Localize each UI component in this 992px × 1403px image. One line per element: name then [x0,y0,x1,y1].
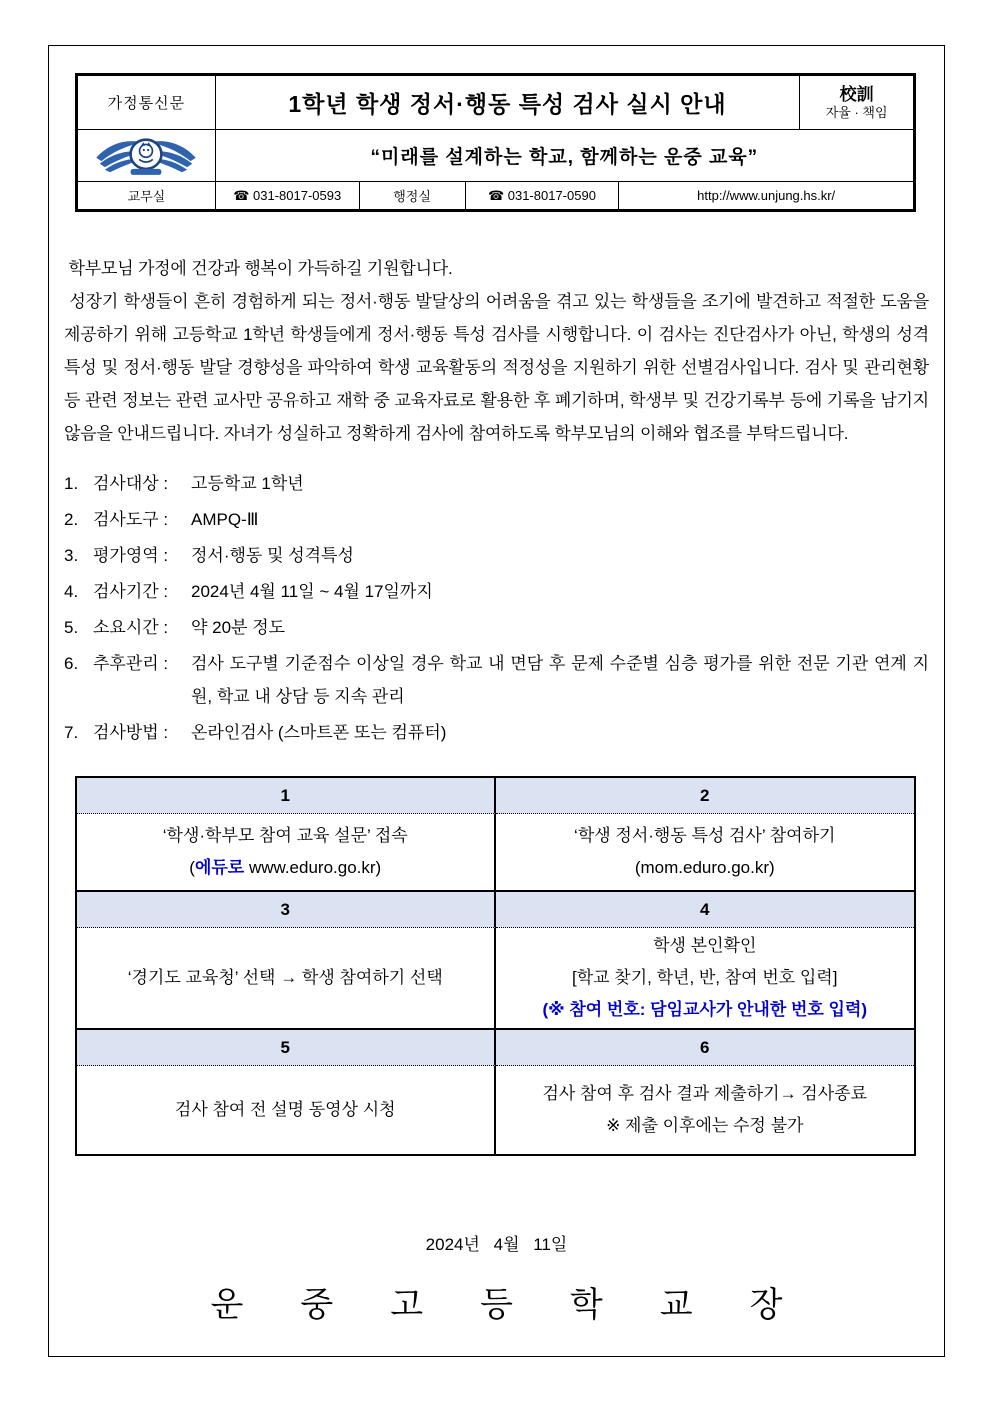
info-item-target [64,467,929,500]
item-number: 2. [64,510,79,529]
motto-value: 자율 · 책임 [825,105,888,120]
item-value: 정서·행동 및 성격특성 [191,546,354,565]
eduro-accent-text: 에듀로 [194,858,245,877]
item-label: 검사도구 : [93,510,169,529]
step2-line1: ‘학생 정서·행동 특성 검사’ 참여하기 [574,826,836,845]
motto-label: 校訓 [839,84,874,104]
item-number: 7. [64,723,79,742]
info-item-domain [64,539,929,572]
item-label: 소요시간 : [93,618,169,637]
item-label: 검사대상 : [93,474,169,493]
greeting-line: 학부모님 가정에 건강과 행복이 가득하길 기원합니다. [64,259,453,278]
page-title: 1학년 학생 정서·행동 특성 검사 실시 안내 [216,76,801,130]
step1-line1: ‘학생·학부모 참여 교육 설문’ 접속 [162,826,408,845]
item-label: 검사기간 : [93,582,169,601]
item-label: 평가영역 : [93,546,169,565]
step4-note-accent: (※ 참여 번호: 담임교사가 안내한 번호 입력) [542,1000,868,1019]
school-emblem-icon [93,132,199,180]
step-number-3: 3 [77,892,496,928]
principal-signature: 운중고등학교장 [210,1286,840,1324]
step4-line1: 학생 본인확인 [653,936,757,955]
steps-row-5-6 [77,1066,914,1154]
steps-header-3-4 [77,892,914,928]
school-slogan: “미래를 설계하는 학교, 함께하는 운중 교육” [216,130,913,182]
step-cell-3 [77,928,496,1028]
step5-line1: 검사 참여 전 설명 동영상 시청 [174,1100,396,1119]
info-item-method [64,716,929,749]
steps-header-5-6 [77,1030,914,1066]
header-row-contacts [78,182,913,209]
item-label: 추후관리 : [93,654,169,673]
header-row-slogan [78,130,913,182]
item-value: 고등학교 1학년 [191,474,304,493]
step-cell-1 [77,814,496,890]
header-row-title [78,76,913,130]
steps-row-1-2 [77,814,914,892]
step1-line2 [189,852,381,884]
info-item-period [64,575,929,608]
item-number: 1. [64,474,79,493]
step2-line2: (mom.eduro.go.kr) [634,858,775,877]
item-number: 5. [64,618,79,637]
body-text [64,252,934,450]
step-cell-2 [496,814,915,890]
step4-line2: [학교 찾기, 학년, 반, 참여 번호 입력] [572,968,838,987]
steps-header-1-2 [77,778,914,814]
item-label: 검사방법 : [93,723,169,742]
item-value: 약 20분 정도 [191,618,286,637]
step-number-1: 1 [77,778,496,814]
info-item-duration [64,611,929,644]
admin-phone: ☎ 031-8017-0590 [466,182,620,209]
info-item-followup [64,647,929,713]
item-value: AMPQ-Ⅲ [191,510,259,529]
admin-label: 행정실 [360,182,466,209]
info-item-tool [64,503,929,536]
step-cell-4 [496,928,915,1028]
item-number: 6. [64,654,79,673]
info-list [64,467,929,749]
item-value: 온라인검사 (스마트폰 또는 컴퓨터) [191,723,447,742]
steps-table [75,776,916,1156]
intro-paragraph: 성장기 학생들이 흔히 경험하게 되는 정서·행동 발달상의 어려움을 겪고 있는 학생들을 조기에 발견하고 적절한 도움을 제공하기 위해 고등학교 1학년 학생들에게 정서·행동 특성 검사를 시행합니다. 이 검사는 진단검사가 아닌, 학생의 성격특성 및 정서·행동 발달 경향성을 파악하여 학생 교육활동의 적정성을 지원하기 위한 선별검사입니다. 검사 및 관리현황 등 관련 정보는 관련 교사만 공유하고 재학 중 교육자료로 활용한 후 폐기하며, 학생부 및 건강기록부 등에 기록을 남기지 않음을 안내드립니다. 자녀가 성실하고 정확하게 검사에 참여하도록 학부모님의 이해와 협조를 부탁드립니다. [64,292,934,443]
step-number-6: 6 [496,1030,915,1066]
step1-line2-pre: ( [189,858,195,877]
school-website: http://www.unjung.hs.kr/ [697,188,836,203]
item-value: 검사 도구별 기준점수 이상일 경우 학교 내 면담 후 문제 수준별 심층 평가를 위한 전문 기관 연계 지원, 학교 내 상담 등 지속 관리 [191,654,929,706]
step-number-5: 5 [77,1030,496,1066]
school-logo [78,130,216,182]
step6-line1: 검사 참여 후 검사 결과 제출하기→ 검사종료 [542,1084,867,1103]
step-cell-6 [496,1066,915,1154]
header-table [75,73,916,212]
step3-line1: ‘경기도 교육청’ 선택 → 학생 참여하기 선택 [127,968,443,987]
school-motto [800,76,913,130]
issue-date: 2024년 4월 11일 [425,1235,568,1254]
step-number-4: 4 [496,892,915,928]
step1-line2-post: www.eduro.go.kr) [244,858,382,877]
step-number-2: 2 [496,778,915,814]
page-sheet [48,45,945,1357]
doc-type-label: 가정통신문 [78,76,216,130]
item-value: 2024년 4월 11일 ~ 4월 17일까지 [191,582,433,601]
step6-line2: ※ 제출 이후에는 수정 불가 [606,1116,804,1135]
steps-row-3-4 [77,928,914,1030]
office-phone: ☎ 031-8017-0593 [216,182,360,209]
step-cell-5 [77,1066,496,1154]
item-number: 4. [64,582,79,601]
office-label: 교무실 [78,182,216,209]
item-number: 3. [64,546,79,565]
